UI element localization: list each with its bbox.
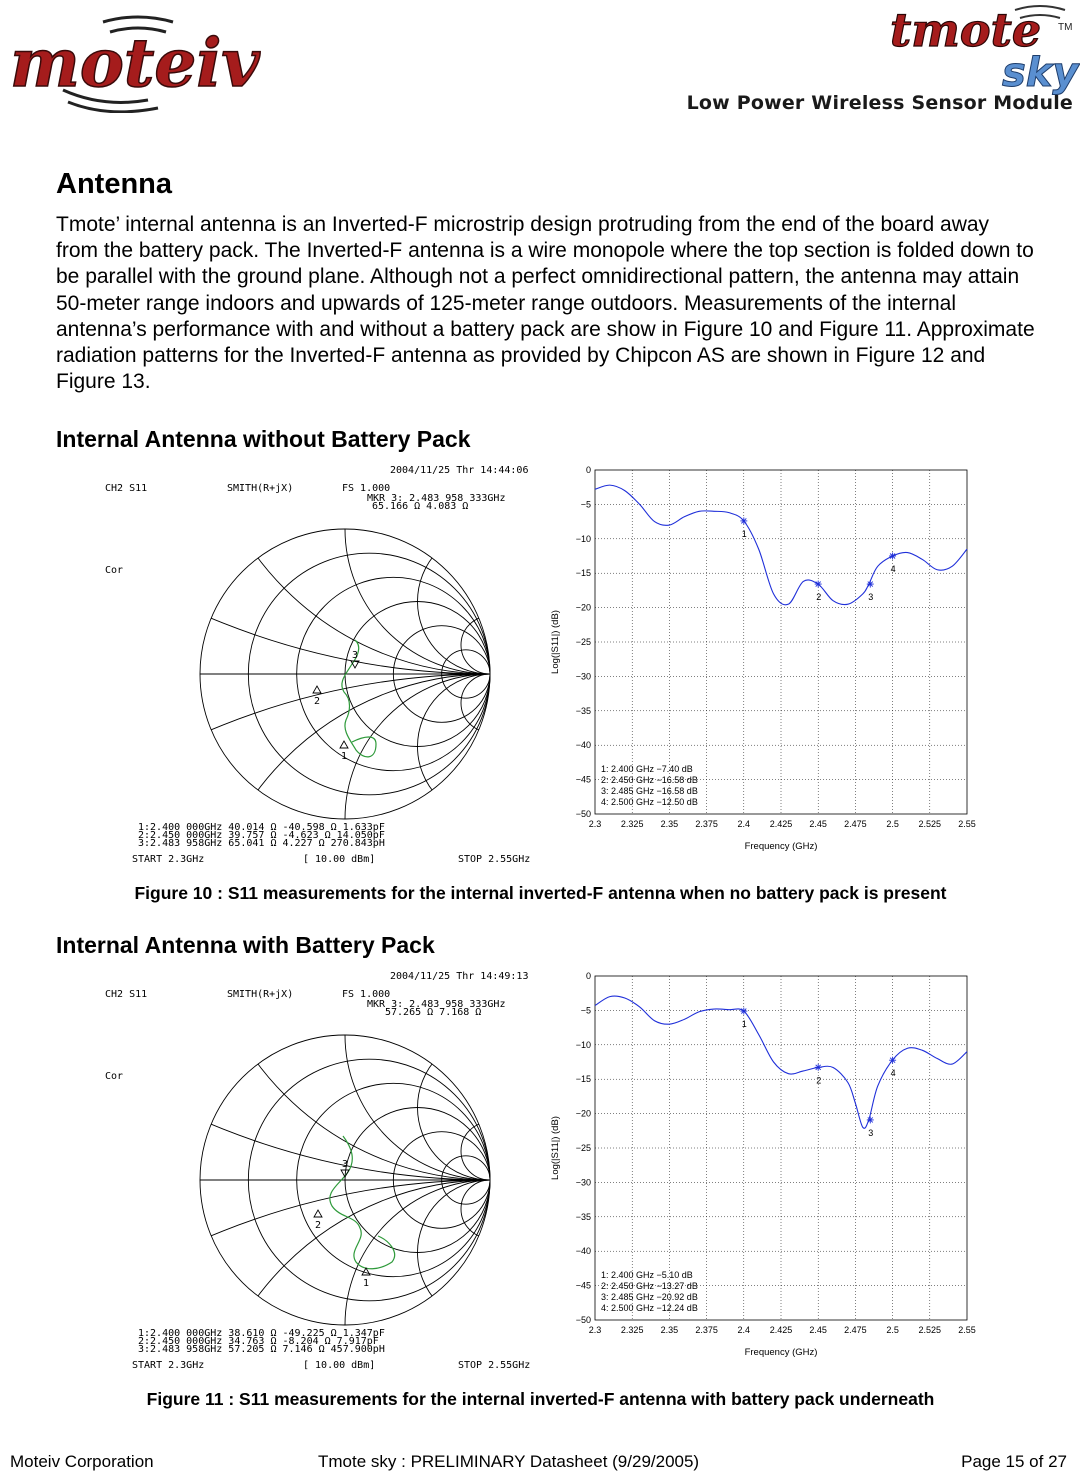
sky-logo-text: sky	[1002, 50, 1079, 95]
x-tick-label: 2.325	[620, 1325, 644, 1335]
smith-grid	[100, 460, 550, 870]
smith-marker: MKR 3: 2.483 958 333GHz	[367, 493, 506, 504]
y-tick-label: −10	[575, 1039, 591, 1050]
marker-legend-line: 4: 2.500 GHz −12.50 dB	[601, 797, 698, 807]
smith-ref: [ 10.00 dBm]	[303, 854, 376, 865]
s11-marker-label: 2	[816, 592, 822, 603]
smith-marker-label: 3	[342, 1159, 349, 1170]
footer-doc-title: Tmote sky : PRELIMINARY Datasheet (9/29/2005)	[318, 1452, 700, 1471]
s11-marker	[889, 553, 896, 560]
smith-marker-label: 2	[315, 1220, 322, 1231]
y-tick-label: −45	[575, 1280, 591, 1291]
marker-legend-line: 3: 2.485 GHz −20.92 dB	[601, 1292, 698, 1302]
footer-company: Moteiv Corporation	[10, 1452, 154, 1471]
marker-legend-line: 1: 2.400 GHz −7.40 dB	[601, 764, 693, 774]
y-tick-label: −5	[580, 499, 591, 510]
y-tick-label: −45	[575, 774, 591, 785]
x-tick-label: 2.4	[737, 819, 751, 829]
footer-page-number: Page 15 of 27	[961, 1452, 1067, 1471]
fig10-smith-chart	[100, 460, 550, 870]
smith-stop: STOP 2.55GHz	[458, 854, 531, 865]
x-tick-label: 2.375	[695, 819, 718, 829]
smith-timestamp: 2004/11/25 Thr 14:49:13	[390, 971, 529, 982]
smith-marker-triangle	[314, 1210, 322, 1217]
s11-marker-label: 1	[741, 528, 747, 539]
smith-marker-label: 2	[314, 696, 321, 707]
smith-stop: STOP 2.55GHz	[458, 1360, 531, 1371]
smith-reactance-arc	[418, 529, 551, 674]
y-tick-label: −50	[575, 809, 591, 819]
smith-marker-row: 2:2.450 000GHz 39.757 Ω -4.623 Ω 14.050pF	[138, 830, 385, 841]
x-tick-label: 2.425	[769, 819, 793, 829]
smith-marker-label: 1	[341, 751, 348, 762]
s11-marker-label: 3	[868, 1127, 874, 1138]
s11-marker	[815, 1064, 822, 1071]
smith-marker-triangle	[313, 686, 321, 693]
fig11-s11-plot	[548, 968, 980, 1388]
antenna-description: Tmote’ internal antenna is an Inverted-F microstrip design protruding from the end of the board away from the battery pack. The Inverted-F antenna is a wire monopole where the top section is folded down to be parallel with the ground plane. Although not a perfect omnidirectional pattern, the antenna may attain 50-meter range indoors and upwards of 125-meter range outdoors. Measurements of the internal antenna’s performance with and without a battery pack are show in Figure 10 and Figure 11. Approximate radiation patterns for the Inverted-F antenna as provided by Chipcon AS are shown in Figure 12 and Figure 13.	[56, 213, 1035, 394]
y-tick-label: −15	[575, 568, 591, 579]
smith-channel: CH2 S11	[105, 989, 148, 1000]
x-tick-label: 2.55	[958, 1325, 976, 1335]
y-tick-label: −20	[575, 1108, 591, 1119]
smith-format: SMITH(R+jX)	[227, 483, 294, 494]
fig11-heading: Internal Antenna with Battery Pack	[56, 932, 435, 958]
tm-mark: TM	[1058, 22, 1073, 33]
smith-reactance-arc	[418, 1035, 551, 1180]
marker-legend-line: 4: 2.500 GHz −12.24 dB	[601, 1303, 698, 1313]
smith-channel: CH2 S11	[105, 483, 148, 494]
s11-marker-label: 3	[868, 592, 874, 603]
smith-timestamp: 2004/11/25 Thr 14:44:06	[390, 465, 529, 476]
x-tick-label: 2.475	[844, 819, 867, 829]
smith-marker-row: 1:2.400 000GHz 40.014 Ω -40.598 Ω 1.633pF	[138, 822, 385, 833]
x-tick-label: 2.3	[588, 819, 602, 829]
s11-marker-label: 4	[890, 1068, 896, 1079]
marker-legend-line: 2: 2.450 GHz −13.27 dB	[601, 1281, 698, 1291]
marker-legend-line: 2: 2.450 GHz −16.58 dB	[601, 775, 698, 785]
y-tick-label: 0	[585, 971, 591, 981]
smith-format: SMITH(R+jX)	[227, 989, 294, 1000]
y-tick-label: −25	[575, 1143, 591, 1153]
x-axis-label: Frequency (GHz)	[744, 841, 818, 852]
y-axis-label: Log(|S11|) (dB)	[550, 610, 561, 674]
y-tick-label: −10	[575, 533, 591, 544]
x-tick-label: 2.3	[588, 1325, 602, 1335]
smith-marker-label: 3	[352, 650, 359, 661]
smith-marker-row: 3:2.483 958GHz 57.205 Ω 7.146 Ω 457.900pH	[138, 1344, 385, 1355]
smith-cor-label: Cor	[105, 1071, 124, 1082]
s11-marker-label: 1	[741, 1019, 747, 1030]
y-tick-label: 0	[585, 465, 591, 475]
s11-marker	[815, 581, 822, 588]
x-tick-label: 2.45	[809, 1325, 827, 1335]
y-tick-label: −30	[575, 671, 591, 682]
y-tick-label: −35	[575, 705, 591, 716]
marker-legend-line: 3: 2.485 GHz −16.58 dB	[601, 786, 698, 796]
tmote-sky-logo	[880, 0, 1080, 95]
fig11-caption: Figure 11 : S11 measurements for the internal inverted-F antenna with battery pack underneath	[146, 1389, 935, 1409]
s11-marker-label: 4	[890, 564, 896, 574]
x-tick-label: 2.525	[918, 1325, 942, 1335]
smith-marker-label: 1	[363, 1278, 370, 1289]
s11-marker	[867, 1116, 874, 1123]
y-tick-label: −40	[575, 1246, 591, 1257]
s11-marker	[867, 581, 874, 588]
smith-ref: [ 10.00 dBm]	[303, 1360, 376, 1371]
smith-fs: FS 1.000	[342, 989, 391, 1000]
moteiv-logo-text: moteiv	[10, 24, 260, 102]
moteiv-logo	[8, 8, 308, 113]
smith-cor-label: Cor	[105, 565, 124, 576]
x-tick-label: 2.525	[918, 819, 942, 829]
fig11-smith-chart	[100, 966, 550, 1376]
product-tagline: Low Power Wireless Sensor Module	[686, 92, 1073, 114]
y-tick-label: −5	[580, 1005, 591, 1016]
y-tick-label: −50	[575, 1315, 591, 1325]
x-tick-label: 2.35	[660, 819, 679, 829]
smith-marker-row: 1:2.400 000GHz 38.610 Ω -49.225 Ω 1.347pF	[138, 1328, 385, 1339]
y-axis-label: Log(|S11|) (dB)	[550, 1116, 561, 1180]
smith-marker-triangle	[340, 741, 348, 748]
smith-marker-values: 57.265 Ω 7.168 Ω	[385, 1007, 482, 1018]
y-tick-label: −25	[575, 637, 591, 647]
x-tick-label: 2.55	[958, 819, 976, 829]
marker-legend-line: 1: 2.400 GHz −5.10 dB	[601, 1270, 693, 1280]
y-tick-label: −30	[575, 1177, 591, 1188]
tmote-logo-text: tmote	[890, 3, 1042, 57]
y-tick-label: −40	[575, 740, 591, 751]
smith-marker-values: 65.166 Ω 4.083 Ω	[372, 501, 469, 512]
smith-marker: MKR 3: 2.483 958 333GHz	[367, 999, 506, 1010]
fig10-s11-plot	[548, 462, 980, 882]
y-tick-label: −20	[575, 602, 591, 613]
x-tick-label: 2.45	[809, 819, 827, 829]
y-tick-label: −15	[575, 1074, 591, 1085]
x-tick-label: 2.425	[769, 1325, 793, 1335]
smith-start: START 2.3GHz	[132, 1360, 205, 1371]
smith-reactance-arc	[418, 1180, 551, 1325]
smith-fs: FS 1.000	[342, 483, 391, 494]
x-tick-label: 2.325	[620, 819, 644, 829]
s11-marker-label: 2	[816, 1075, 822, 1086]
fig10-heading: Internal Antenna without Battery Pack	[56, 426, 471, 452]
x-tick-label: 2.5	[886, 819, 899, 829]
fig10-caption: Figure 10 : S11 measurements for the internal inverted-F antenna when no battery pack is present	[134, 883, 947, 903]
x-tick-label: 2.5	[886, 1325, 899, 1335]
x-axis-label: Frequency (GHz)	[744, 1347, 818, 1358]
smith-marker-row: 3:2.483 958GHz 65.041 Ω 4.227 Ω 270.843pH	[138, 838, 385, 849]
impedance-locus	[330, 1136, 395, 1269]
section-title: Antenna	[56, 168, 172, 200]
s11-marker	[889, 1057, 896, 1064]
s11-marker	[740, 517, 747, 524]
x-tick-label: 2.375	[695, 1325, 718, 1335]
x-tick-label: 2.475	[844, 1325, 867, 1335]
y-tick-label: −35	[575, 1211, 591, 1222]
smith-reactance-arc	[418, 674, 551, 819]
smith-start: START 2.3GHz	[132, 854, 205, 865]
x-tick-label: 2.35	[660, 1325, 679, 1335]
smith-marker-row: 2:2.450 000GHz 34.763 Ω -8.204 Ω 7.917pF	[138, 1336, 379, 1347]
smith-grid	[100, 966, 550, 1376]
x-tick-label: 2.4	[737, 1325, 751, 1335]
s11-marker	[740, 1008, 747, 1015]
